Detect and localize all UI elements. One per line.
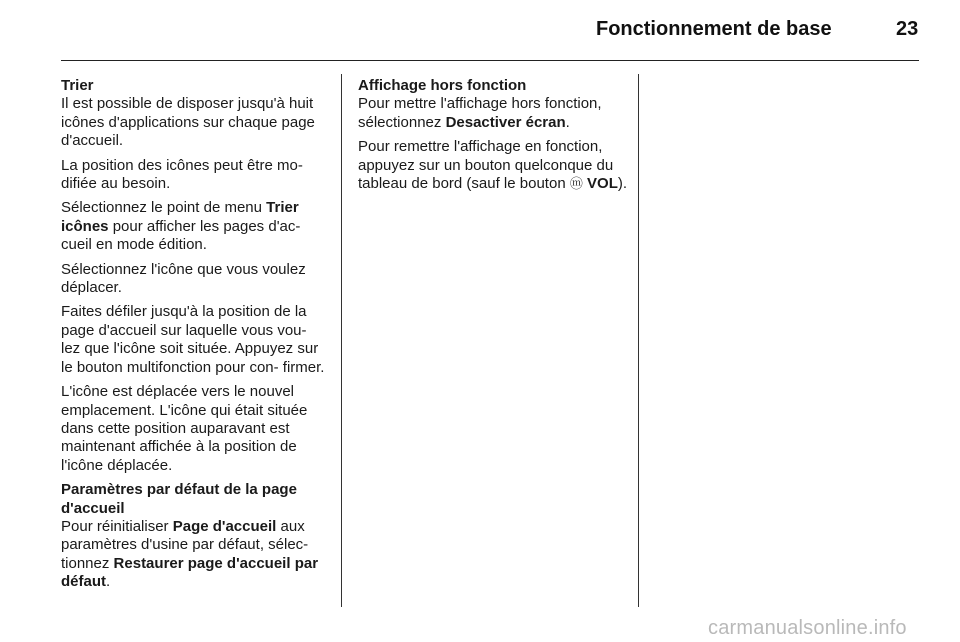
page-number: 23 <box>896 18 919 40</box>
left-column <box>61 77 329 598</box>
paragraph-text: Pour mettre l'affichage hors fonction, sélectionnez <box>358 95 602 131</box>
paragraph-text: . <box>106 573 111 591</box>
paragraph-text: aux paramètres d'usine par défaut, sélec- tionnez <box>61 517 309 572</box>
section-trier <box>61 77 329 151</box>
paragraph <box>61 261 329 298</box>
paragraph <box>61 157 329 194</box>
section-heading-trier: Trier <box>61 77 94 94</box>
paragraph <box>61 303 329 377</box>
button-label-vol: VOL <box>587 175 618 193</box>
paragraph-text: pour afficher les pages d'ac- cueil en mode édition. <box>61 217 301 254</box>
paragraph-text: Il est possible de disposer jusqu'à huit icônes d'applications sur chaque page d'accueil. <box>61 95 315 150</box>
paragraph-text: L'icône est déplacée vers le nouvel emplacement. L'icône qui était située dans cette position auparavant est maintenant affichée à la position de l'icône déplacée. <box>61 383 308 474</box>
paragraph-text: ). <box>617 175 628 193</box>
menu-item-restaurer: Restaurer page d'accueil par défaut <box>61 554 319 591</box>
paragraph-text: Sélectionnez le point de menu <box>61 199 267 217</box>
paragraph-text: . <box>565 113 570 131</box>
menu-item-trier-icones: Trier icônes <box>61 199 299 235</box>
middle-column <box>358 77 628 199</box>
paragraph <box>61 199 329 254</box>
column-divider-right <box>638 74 639 607</box>
paragraph <box>61 383 329 475</box>
section-default-settings <box>61 481 329 591</box>
paragraph-text: Pour réinitialiser <box>61 517 173 535</box>
watermark: carmanualsonline.info <box>708 617 907 639</box>
section-heading-display-off: Affichage hors fonction <box>358 77 527 94</box>
section-heading-default-settings: Paramètres par défaut de la page d'accueil <box>61 481 297 517</box>
header-rule <box>61 60 919 61</box>
paragraph-text: Faites défiler jusqu'à la position de la page d'accueil sur laquelle vous vou- lez que l'icône soit située. Appuyez sur le bouton multifonction pour con- firmer. <box>61 303 325 376</box>
paragraph <box>358 138 628 193</box>
paragraph-text: Sélectionnez l'icône que vous voulez déplacer. <box>61 260 306 297</box>
menu-item-desactiver-ecran: Desactiver écran <box>445 113 566 131</box>
paragraph-text: La position des icônes peut être mo- difiée au besoin. <box>61 156 303 193</box>
menu-item-page-accueil: Page d'accueil <box>172 517 277 535</box>
section-display-off <box>358 77 628 132</box>
column-divider-left <box>341 74 342 607</box>
paragraph-text: Pour remettre l'affichage en fonction, appuyez sur un bouton quelconque du tableau de bord (sauf le bouton <box>358 138 614 193</box>
power-icon: ⓜ <box>569 176 583 192</box>
page-title: Fonctionnement de base <box>596 18 832 40</box>
